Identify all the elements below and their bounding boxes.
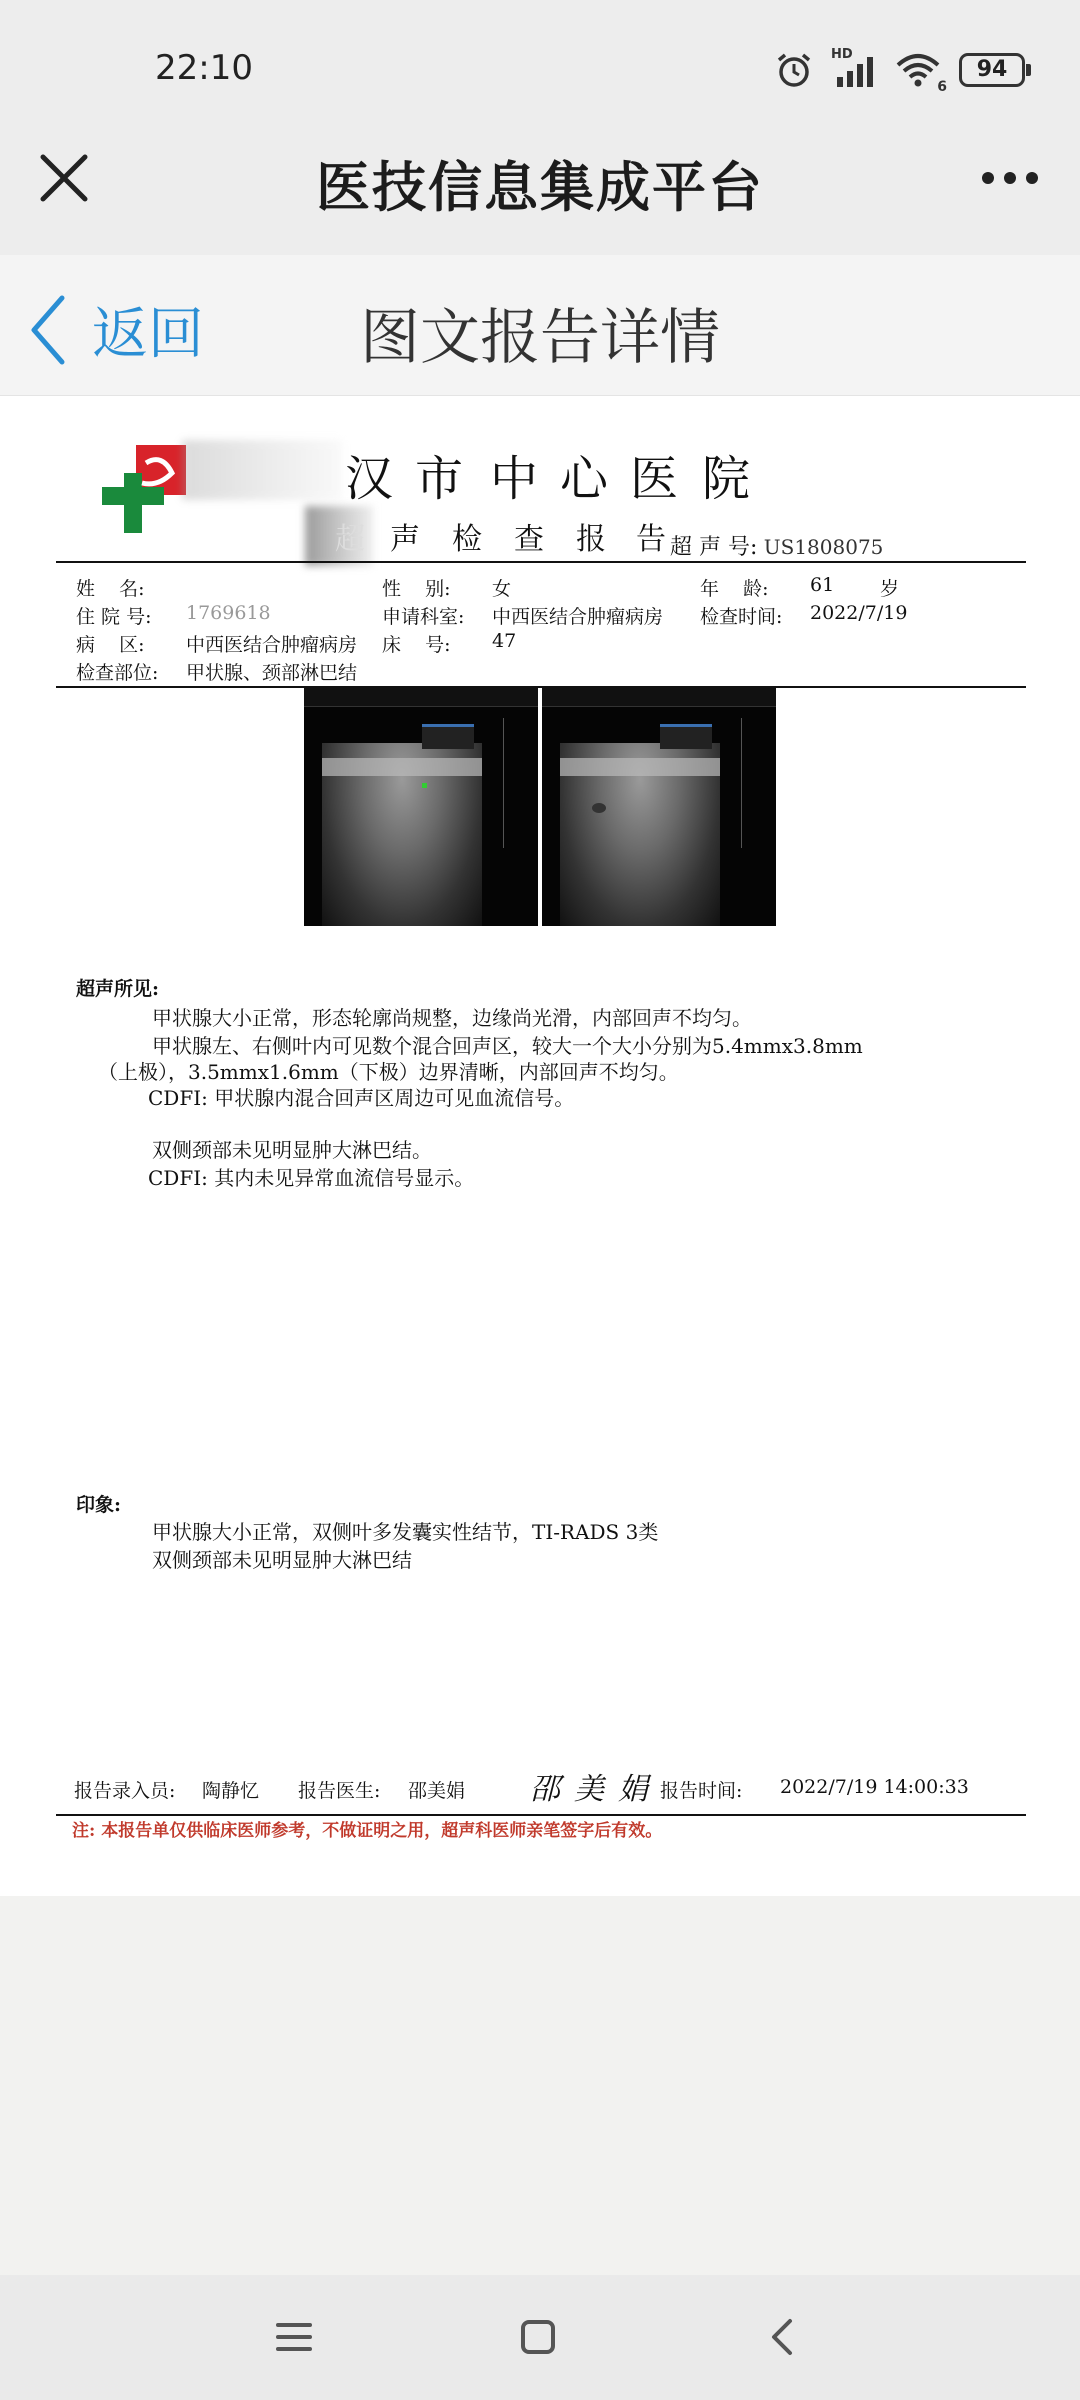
gender-label: 性 别: bbox=[382, 578, 451, 600]
age-unit: 岁 bbox=[880, 578, 900, 600]
findings-line: （上极），3.5mmx1.6mm（下极）边界清晰，内部回声不均匀。 bbox=[98, 1060, 679, 1084]
ultrasound-number-label: 超 声 号: bbox=[670, 535, 758, 560]
status-time: 22:10 bbox=[155, 48, 253, 88]
subtitle-char: 告 bbox=[636, 522, 666, 557]
impression-title: 印象: bbox=[76, 1494, 122, 1516]
findings-line: CDFI: 甲状腺内混合回声区周边可见血流信号。 bbox=[148, 1086, 575, 1110]
back-nav-icon[interactable] bbox=[760, 2313, 808, 2361]
signal-icon bbox=[831, 47, 877, 89]
doctor-value: 邵美娟 bbox=[408, 1780, 466, 1802]
back-label: 返回 bbox=[92, 302, 204, 367]
inpatient-label: 住 院 号: bbox=[76, 606, 152, 628]
subtitle-char: 检 bbox=[452, 522, 482, 557]
findings-line: CDFI: 其内未见异常血流信号显示。 bbox=[148, 1166, 475, 1190]
menu-icon[interactable] bbox=[270, 2313, 318, 2361]
hospital-logo bbox=[100, 443, 190, 535]
entry-value: 陶静忆 bbox=[202, 1780, 260, 1802]
age-value: 61 bbox=[810, 574, 835, 596]
dept-value: 中西医结合肿瘤病房 bbox=[492, 606, 664, 628]
disclaimer: 注: 本报告单仅供临床医师参考，不做证明之用，超声科医师亲笔签字后有效。 bbox=[72, 1821, 663, 1841]
hospital-name-char: 汉 bbox=[345, 451, 394, 507]
app-title: 医技信息集成平台 bbox=[316, 156, 764, 219]
exam-part-value: 甲状腺、颈部淋巴结 bbox=[186, 662, 358, 684]
redacted-area bbox=[182, 440, 342, 500]
exam-time-label: 检查时间: bbox=[700, 606, 783, 628]
alarm-icon bbox=[775, 51, 813, 89]
exam-part-label: 检查部位: bbox=[76, 662, 159, 684]
subtitle-char: 超 bbox=[335, 522, 365, 557]
close-icon[interactable] bbox=[38, 152, 90, 204]
age-label: 年 龄: bbox=[700, 578, 769, 600]
hospital-name-char: 医 bbox=[630, 451, 679, 507]
findings-line: 甲状腺大小正常，形态轮廓尚规整，边缘尚光滑，内部回声不均匀。 bbox=[152, 1006, 752, 1030]
battery-icon: 94 bbox=[959, 53, 1025, 87]
entry-label: 报告录入员: bbox=[74, 1780, 176, 1802]
status-icons bbox=[775, 47, 1025, 95]
chevron-left-icon bbox=[28, 294, 68, 366]
ward-label: 病 区: bbox=[76, 634, 145, 656]
wifi-badge: 6 bbox=[937, 79, 947, 95]
divider bbox=[56, 686, 1026, 688]
bed-value: 47 bbox=[492, 630, 517, 652]
divider bbox=[56, 561, 1026, 563]
hospital-name-char: 心 bbox=[560, 451, 609, 507]
wifi-icon bbox=[895, 51, 947, 95]
name-label: 姓 名: bbox=[76, 578, 145, 600]
findings-title: 超声所见: bbox=[76, 978, 160, 1000]
report-time-label: 报告时间: bbox=[660, 1780, 743, 1802]
doctor-signature: 邵美娟 bbox=[530, 1772, 662, 1807]
gender-value: 女 bbox=[492, 578, 512, 600]
bed-label: 床 号: bbox=[382, 634, 451, 656]
ultrasound-image-right[interactable] bbox=[542, 688, 776, 926]
signal-label: HD bbox=[831, 47, 853, 62]
findings-line: 甲状腺左、右侧叶内可见数个混合回声区，较大一个大小分别为5.4mmx3.8mm bbox=[152, 1034, 863, 1058]
inpatient-value: 1769618 bbox=[186, 602, 271, 624]
exam-time-value: 2022/7/19 bbox=[810, 602, 908, 624]
more-options-icon[interactable] bbox=[980, 166, 1040, 190]
subtitle-char: 声 bbox=[390, 522, 420, 557]
findings-line: 双侧颈部未见明显肿大淋巴结。 bbox=[152, 1138, 432, 1162]
ultrasound-number-value: US1808075 bbox=[763, 535, 884, 559]
doctor-label: 报告医生: bbox=[298, 1780, 381, 1802]
page-title: 图文报告详情 bbox=[360, 303, 720, 373]
back-button[interactable] bbox=[28, 290, 204, 370]
ultrasound-number bbox=[670, 530, 883, 561]
report-time-value: 2022/7/19 14:00:33 bbox=[780, 1776, 969, 1798]
dept-label: 申请科室: bbox=[382, 606, 465, 628]
impression-line: 双侧颈部未见明显肿大淋巴结 bbox=[152, 1548, 412, 1572]
home-icon[interactable] bbox=[514, 2313, 562, 2361]
impression-line: 甲状腺大小正常，双侧叶多发囊实性结节，TI-RADS 3类 bbox=[152, 1520, 659, 1544]
hospital-name-char: 市 bbox=[415, 451, 464, 507]
ward-value: 中西医结合肿瘤病房 bbox=[186, 634, 358, 656]
hospital-name-char: 院 bbox=[702, 451, 751, 507]
subtitle-char: 查 bbox=[514, 522, 544, 557]
ultrasound-image-left[interactable] bbox=[304, 688, 538, 926]
subtitle-char: 报 bbox=[576, 522, 606, 557]
hospital-name-char: 中 bbox=[490, 451, 539, 507]
